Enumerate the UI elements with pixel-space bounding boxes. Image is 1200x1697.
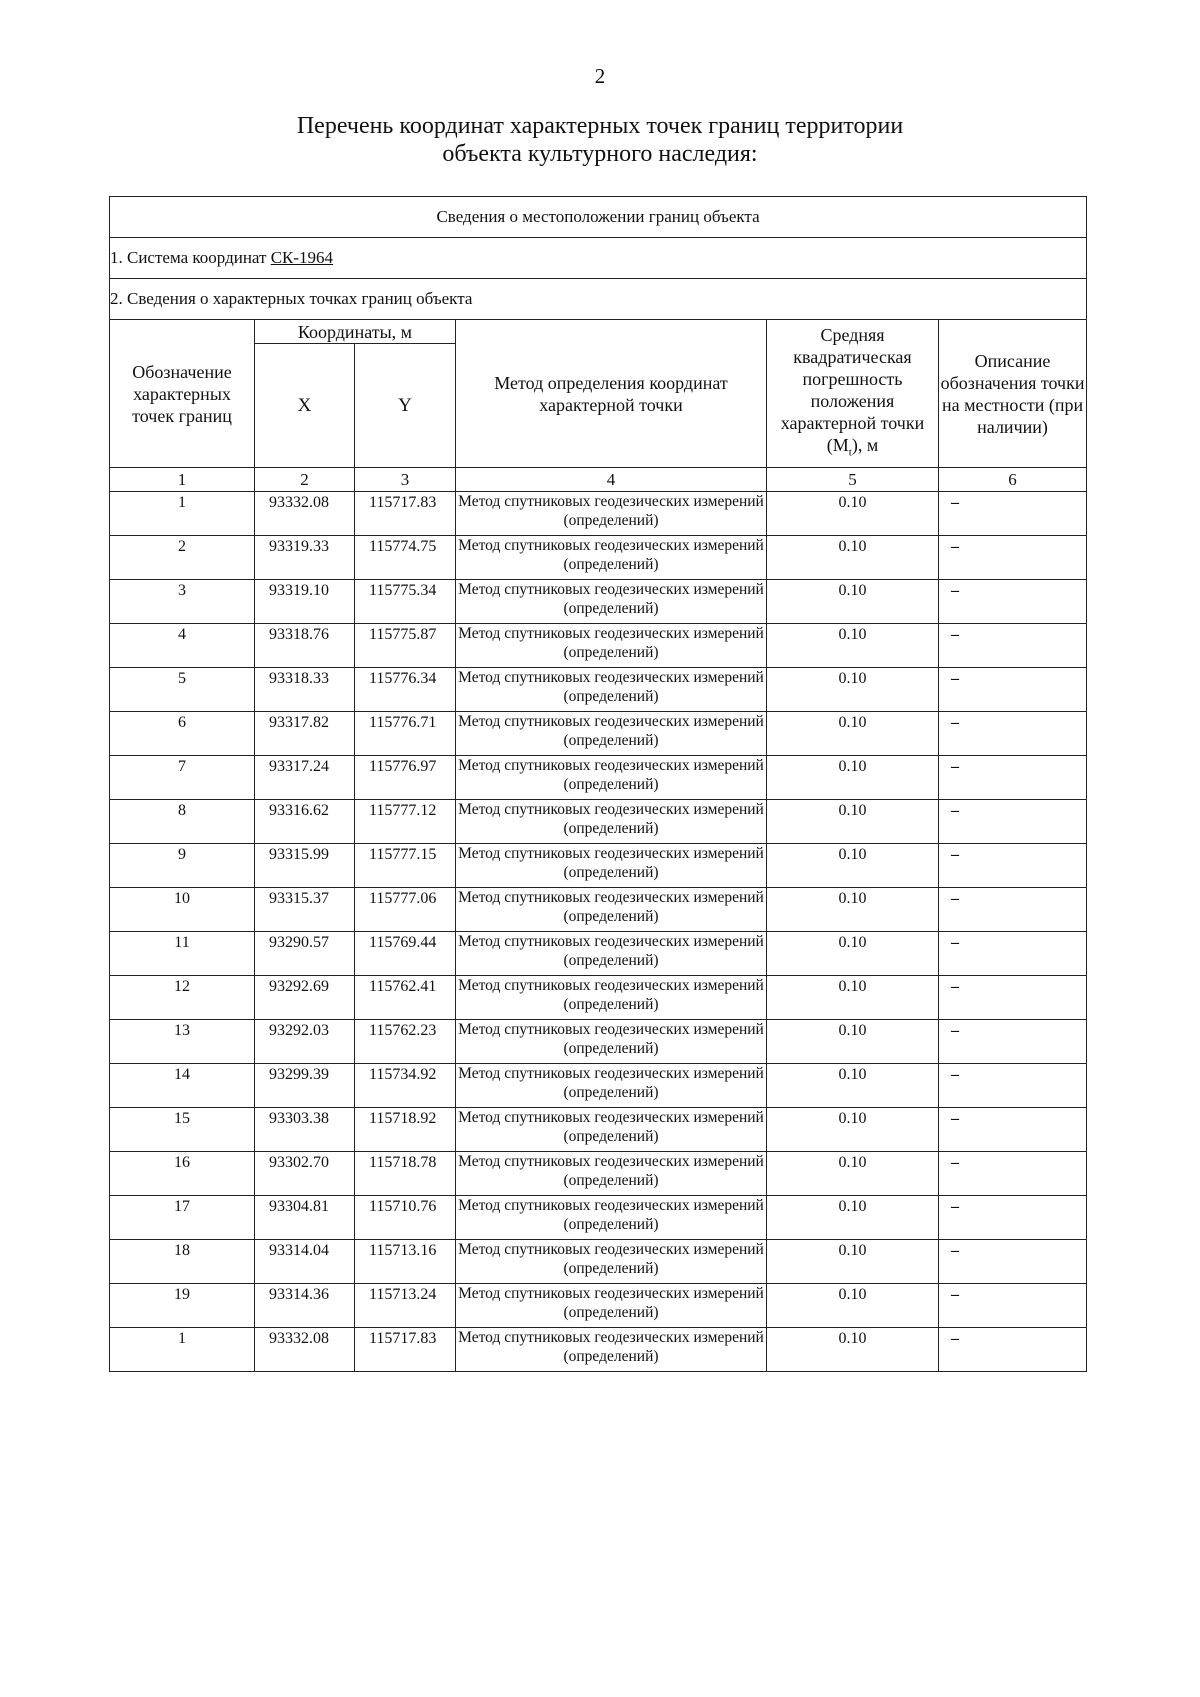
table-row [110,580,1087,624]
method-cell: Метод спутниковых геодезических измерений (определений) [456,976,767,1020]
header-accuracy-sub: t [848,446,852,459]
x-cell: 93332.08 [255,1328,355,1372]
table-row [110,976,1087,1020]
page-number: 2 [594,64,606,88]
description-cell: – [939,1284,1087,1328]
accuracy-cell: 0.10 [767,1108,939,1152]
y-cell: 115717.83 [355,492,456,536]
accuracy-cell: 0.10 [767,1196,939,1240]
table-row [110,1108,1087,1152]
table-row [110,536,1087,580]
description-cell: – [939,932,1087,976]
accuracy-cell: 0.10 [767,932,939,976]
description-cell: – [939,1152,1087,1196]
description-cell: – [939,1020,1087,1064]
x-cell: 93318.33 [255,668,355,712]
method-cell: Метод спутниковых геодезических измерений (определений) [456,492,767,536]
y-cell: 115713.24 [355,1284,456,1328]
description-cell: – [939,1328,1087,1372]
x-cell: 93314.04 [255,1240,355,1284]
point-cell: 17 [110,1196,255,1240]
header-description: Описание обозначения точки на местности (при наличии) [939,320,1087,468]
point-cell: 14 [110,1064,255,1108]
method-cell: Метод спутниковых геодезических измерений (определений) [456,932,767,976]
table-row [110,1240,1087,1284]
description-cell: – [939,1108,1087,1152]
point-cell: 12 [110,976,255,1020]
method-cell: Метод спутниковых геодезических измерений (определений) [456,1284,767,1328]
method-cell: Метод спутниковых геодезических измерений (определений) [456,888,767,932]
header-method: Метод определения координат характерной точки [456,320,767,468]
point-cell: 6 [110,712,255,756]
y-cell: 115774.75 [355,536,456,580]
document-title-line-2: объекта культурного наследия: [442,141,758,167]
y-cell: 115713.16 [355,1240,456,1284]
x-cell: 93303.38 [255,1108,355,1152]
y-cell: 115718.92 [355,1108,456,1152]
description-cell: – [939,1196,1087,1240]
points-section-title: 2. Сведения о характерных точках границ объекта [110,279,1087,320]
method-cell: Метод спутниковых геодезических измерений (определений) [456,800,767,844]
description-cell: – [939,888,1087,932]
x-cell: 93290.57 [255,932,355,976]
header-y: Y [355,344,456,468]
x-cell: 93302.70 [255,1152,355,1196]
description-cell: – [939,624,1087,668]
point-cell: 7 [110,756,255,800]
header-coords: Координаты, м [255,320,456,344]
table-row [110,844,1087,888]
y-cell: 115734.92 [355,1064,456,1108]
description-cell: – [939,1240,1087,1284]
method-cell: Метод спутниковых геодезических измерений (определений) [456,668,767,712]
header-accuracy [767,320,939,468]
coord-system-cell [110,238,1087,279]
accuracy-cell: 0.10 [767,976,939,1020]
x-cell: 93314.36 [255,1284,355,1328]
accuracy-cell: 0.10 [767,1020,939,1064]
description-cell: – [939,492,1087,536]
document-title [0,112,1200,168]
point-cell: 1 [110,1328,255,1372]
accuracy-cell: 0.10 [767,1152,939,1196]
coord-system-value: СК-1964 [270,248,334,267]
x-cell: 93317.82 [255,712,355,756]
x-cell: 93315.37 [255,888,355,932]
description-cell: – [939,712,1087,756]
table-row [110,800,1087,844]
description-cell: – [939,668,1087,712]
coord-system-row [110,238,1087,279]
method-cell: Метод спутниковых геодезических измерений (определений) [456,1152,767,1196]
x-cell: 93299.39 [255,1064,355,1108]
table-row [110,888,1087,932]
x-cell: 93292.03 [255,1020,355,1064]
accuracy-cell: 0.10 [767,888,939,932]
accuracy-cell: 0.10 [767,756,939,800]
x-cell: 93315.99 [255,844,355,888]
point-cell: 11 [110,932,255,976]
point-cell: 3 [110,580,255,624]
column-number: 6 [939,468,1087,492]
method-cell: Метод спутниковых геодезических измерений (определений) [456,1064,767,1108]
y-cell: 115777.12 [355,800,456,844]
accuracy-cell: 0.10 [767,1328,939,1372]
x-cell: 93316.62 [255,800,355,844]
description-cell: – [939,580,1087,624]
table-row [110,668,1087,712]
header-row-1 [110,320,1087,344]
table-row [110,932,1087,976]
point-cell: 4 [110,624,255,668]
method-cell: Метод спутниковых геодезических измерений (определений) [456,1020,767,1064]
table-row [110,1284,1087,1328]
description-cell: – [939,756,1087,800]
y-cell: 115718.78 [355,1152,456,1196]
method-cell: Метод спутниковых геодезических измерений (определений) [456,1108,767,1152]
method-cell: Метод спутниковых геодезических измерений (определений) [456,536,767,580]
y-cell: 115776.34 [355,668,456,712]
document-title-line-1: Перечень координат характерных точек границ территории [296,113,904,139]
accuracy-cell: 0.10 [767,844,939,888]
point-cell: 9 [110,844,255,888]
table-row [110,1152,1087,1196]
method-cell: Метод спутниковых геодезических измерений (определений) [456,1328,767,1372]
point-cell: 2 [110,536,255,580]
accuracy-cell: 0.10 [767,580,939,624]
method-cell: Метод спутниковых геодезических измерений (определений) [456,1196,767,1240]
section-title: Сведения о местоположении границ объекта [110,197,1087,238]
y-cell: 115777.06 [355,888,456,932]
point-cell: 13 [110,1020,255,1064]
y-cell: 115776.71 [355,712,456,756]
accuracy-cell: 0.10 [767,624,939,668]
header-point: Обозначение характерных точек границ [110,320,255,468]
method-cell: Метод спутниковых геодезических измерений (определений) [456,844,767,888]
table-row [110,1064,1087,1108]
y-cell: 115762.41 [355,976,456,1020]
point-cell: 10 [110,888,255,932]
accuracy-cell: 0.10 [767,800,939,844]
x-cell: 93292.69 [255,976,355,1020]
points-section-row [110,279,1087,320]
x-cell: 93317.24 [255,756,355,800]
point-cell: 16 [110,1152,255,1196]
x-cell: 93319.10 [255,580,355,624]
y-cell: 115710.76 [355,1196,456,1240]
y-cell: 115717.83 [355,1328,456,1372]
x-cell: 93332.08 [255,492,355,536]
header-x: X [255,344,355,468]
description-cell: – [939,844,1087,888]
description-cell: – [939,536,1087,580]
point-cell: 18 [110,1240,255,1284]
accuracy-cell: 0.10 [767,1284,939,1328]
accuracy-cell: 0.10 [767,1240,939,1284]
y-cell: 115777.15 [355,844,456,888]
point-cell: 19 [110,1284,255,1328]
y-cell: 115776.97 [355,756,456,800]
method-cell: Метод спутниковых геодезических измерений (определений) [456,624,767,668]
table-row [110,1020,1087,1064]
y-cell: 115762.23 [355,1020,456,1064]
coord-system-label: 1. Система координат [110,248,271,267]
coordinates-table [109,196,1087,1372]
method-cell: Метод спутниковых геодезических измерений (определений) [456,1240,767,1284]
description-cell: – [939,976,1087,1020]
column-number: 4 [456,468,767,492]
header-accuracy-tail: ), м [851,434,879,455]
description-cell: – [939,1064,1087,1108]
section-title-row [110,197,1087,238]
column-number: 3 [355,468,456,492]
table-row [110,712,1087,756]
x-cell: 93318.76 [255,624,355,668]
x-cell: 93304.81 [255,1196,355,1240]
method-cell: Метод спутниковых геодезических измерений (определений) [456,580,767,624]
method-cell: Метод спутниковых геодезических измерений (определений) [456,712,767,756]
point-cell: 1 [110,492,255,536]
y-cell: 115775.34 [355,580,456,624]
accuracy-cell: 0.10 [767,492,939,536]
accuracy-cell: 0.10 [767,668,939,712]
method-cell: Метод спутниковых геодезических измерений (определений) [456,756,767,800]
column-number: 2 [255,468,355,492]
header-accuracy-main: Средняя квадратическая погрешность положения характерной точки (M [780,324,925,455]
column-number: 1 [110,468,255,492]
column-number-row [110,468,1087,492]
table-row [110,624,1087,668]
accuracy-cell: 0.10 [767,712,939,756]
point-cell: 5 [110,668,255,712]
y-cell: 115769.44 [355,932,456,976]
table-row [110,1196,1087,1240]
column-number: 5 [767,468,939,492]
y-cell: 115775.87 [355,624,456,668]
point-cell: 8 [110,800,255,844]
table-row [110,1328,1087,1372]
table-row [110,492,1087,536]
point-cell: 15 [110,1108,255,1152]
description-cell: – [939,800,1087,844]
table-row [110,756,1087,800]
accuracy-cell: 0.10 [767,1064,939,1108]
x-cell: 93319.33 [255,536,355,580]
accuracy-cell: 0.10 [767,536,939,580]
